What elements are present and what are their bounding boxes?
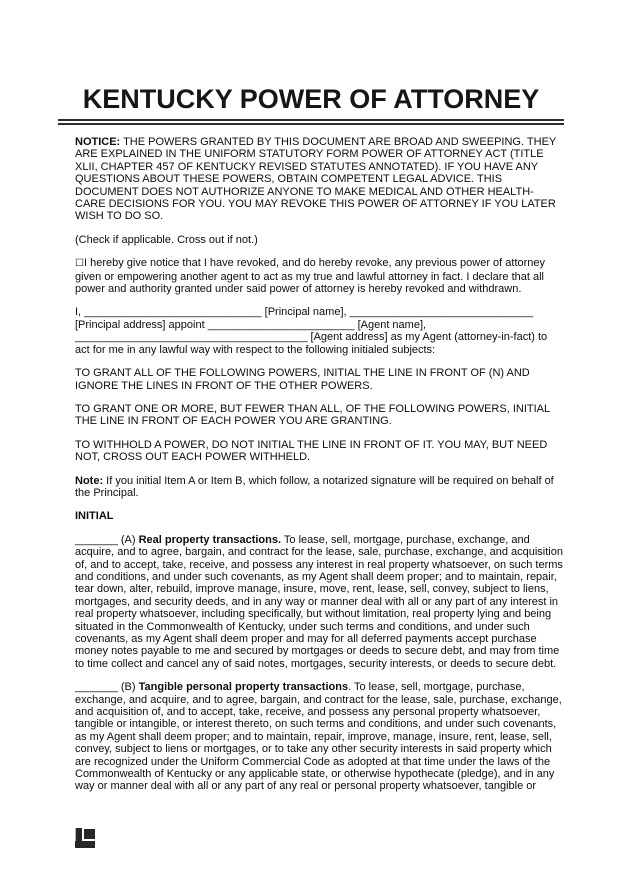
initial-blank-b[interactable]: _______ (75, 681, 118, 694)
check-instruction: (Check if applicable. Cross out if not.) (75, 233, 258, 246)
power-item-a-text: To lease, sell, mortgage, purchase, exchange, and acquire, and to agree, bargain, and contract for the lease, sale, purchase, exchange, and acquisition of, and to accept, take, receive, and possess any interest in real property whatsoever, on such terms and conditions, and under such covenants, as my Agent shall deem proper; and to maintain, repair, tear down, alter, rebuild, improve manage, insure, move, rent, lease, sell, convey, subject to liens, mortgages, and security deeds, and in any way or manner deal with all or any part of any interest in real property whatsoever, including specifically, but without limitation, real property lying and being situated in the Commonwealth of Kentucky, under such terms and conditions, and under such covenants, as my Agent shall deem proper and may for all deferred payments accept purchase money notes payable to me and secured by mortgages or deeds to secure debt, and may from time to time collect and cancel any of said notes, mortgages, security interests, or deeds to secure debt. (75, 533, 563, 670)
note-paragraph (75, 475, 563, 500)
document-title: KENTUCKY POWER OF ATTORNEY (82, 84, 540, 114)
instruction-withhold: TO WITHHOLD A POWER, DO NOT INITIAL THE LINE IN FRONT OF IT. YOU MAY, BUT NEED NOT, CROSS OUT EACH POWER WITHHELD. (75, 438, 548, 464)
power-item-b-title: Tangible personal property transactions (138, 681, 349, 694)
power-item-b (75, 681, 563, 793)
instruction-grant-all: TO GRANT ALL OF THE FOLLOWING POWERS, INITIAL THE LINE IN FRONT OF (N) AND IGNORE THE LINES IN FRONT OF THE OTHER POWERS. (75, 367, 530, 392)
initial-blank-a[interactable]: _______ (75, 533, 118, 546)
revocation-paragraph (75, 257, 563, 295)
notice-label: NOTICE: (75, 136, 121, 148)
revocation-checkbox[interactable]: ☐ (75, 258, 84, 270)
note-text: If you initial Item A or Item B, which follow, a notarized signature will be required on behalf of the Principal. (75, 474, 554, 499)
power-item-a (75, 534, 563, 670)
power-item-b-label: (B) (117, 681, 139, 694)
title-divider (58, 119, 564, 125)
logo-square (84, 829, 95, 839)
power-item-a-label: (A) (117, 533, 139, 546)
appointment-line-closing: act for me in any lawful way with respect to the following initialed subjects: (75, 343, 436, 356)
initial-heading: INITIAL (75, 510, 114, 523)
power-item-b-text: . To lease, sell, mortgage, purchase, exchange, and acquire, and to agree, bargain, and contract for the lease, sale, purchase, exchange, and acquisition of, and to accept, take, receive, and possess any personal property whatsoever, tangible or intangible, or interest thereto, on such terms and conditions, and under such covenants, as my Agent shall deem proper; and to maintain, repair, improve, manage, insure, rent, lease, sell, convey, subject to liens or mortgages, or to take any other security interests in said property which are recognized under the Uniform Commercial Code as adopted at that time under the laws of the Commonwealth of Kentucky or any applicable state, or otherwise hypothecate (pledge), and in any way or manner deal with all or any part of any real or personal property whatsoever, tangible or (75, 681, 562, 793)
appointment-line-agent-name[interactable]: [Principal address] appoint ________________________ [Agent name], (75, 318, 427, 331)
notice-paragraph (75, 136, 563, 223)
revocation-text: I hereby give notice that I have revoked, and do hereby revoke, any previous power of attorney given or empowering another agent to act as my true and lawful attorney in fact. I declare that all power and authority granted under said power of attorney is hereby revoked and withdrawn. (75, 257, 546, 296)
document-body (75, 136, 563, 793)
document-header (58, 84, 564, 125)
note-label: Note: (75, 474, 104, 487)
legaltemplates-logo (75, 828, 95, 848)
logo-bottom-bar (75, 841, 95, 848)
notice-text: THE POWERS GRANTED BY THIS DOCUMENT ARE BROAD AND SWEEPING. THEY ARE EXPLAINED IN THE UNIFORM STATUTORY FORM POWER OF ATTORNEY ACT (TITLE XLII, CHAPTER 457 OF KENTUCKY REVISED STATUTES ANNOTATED). IF YOU HAVE ANY QUESTIONS ABOUT THESE POWERS, OBTAIN COMPETENT LEGAL ADVICE. THIS DOCUMENT DOES NOT AUTHORIZE ANYONE TO MAKE MEDICAL AND OTHER HEALTH-CARE DECISIONS FOR YOU. YOU MAY REVOKE THIS POWER OF ATTORNEY IF YOU LATER WISH TO DO SO. (75, 136, 557, 223)
appointment-line-agent-address[interactable]: ______________________________________ [Agent address] as my Agent (attorney-in-fact) to (75, 331, 548, 344)
power-item-a-title: Real property transactions. (138, 533, 282, 546)
appointment-paragraph (75, 306, 563, 356)
appointment-line-principal-name[interactable]: I, _____________________________ [Principal name], ______________________________ (75, 306, 534, 319)
instruction-grant-some: TO GRANT ONE OR MORE, BUT FEWER THAN ALL, OF THE FOLLOWING POWERS, INITIAL THE LINE IN FRONT OF EACH POWER YOU ARE GRANTING. (75, 402, 550, 428)
